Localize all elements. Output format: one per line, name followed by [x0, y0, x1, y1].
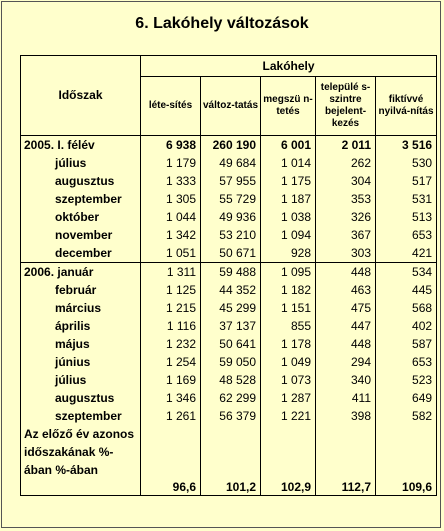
cell-value: 49 936: [201, 208, 261, 226]
table-row: [21, 226, 437, 244]
summary-value: 112,7: [316, 425, 376, 496]
cell-value: 49 684: [201, 154, 261, 172]
cell-value: 260 190: [201, 136, 261, 155]
cell-value: 1 261: [141, 407, 201, 425]
cell-value: 1 095: [261, 263, 316, 282]
column-header: települé s-szintre bejelent-kezés: [316, 77, 376, 136]
cell-value: 1 232: [141, 335, 201, 353]
cell-value: 6 001: [261, 136, 316, 155]
row-label: november: [21, 226, 141, 244]
cell-value: 1 187: [261, 190, 316, 208]
cell-value: 1 038: [261, 208, 316, 226]
lakohely-table: [20, 55, 437, 496]
table-row: [21, 263, 437, 282]
row-label: július: [21, 154, 141, 172]
summary-value: 109,6: [376, 425, 437, 496]
cell-value: 1 151: [261, 299, 316, 317]
cell-value: 62 299: [201, 389, 261, 407]
cell-value: 44 352: [201, 281, 261, 299]
cell-value: 326: [316, 208, 376, 226]
table-row: [21, 190, 437, 208]
cell-value: 568: [376, 299, 437, 317]
table-row: [21, 371, 437, 389]
cell-value: 1 221: [261, 407, 316, 425]
row-label: szeptember: [21, 190, 141, 208]
column-header: változ-tatás: [201, 77, 261, 136]
cell-value: 37 137: [201, 317, 261, 335]
cell-value: 1 179: [141, 154, 201, 172]
table-row: [21, 353, 437, 371]
cell-value: 59 050: [201, 353, 261, 371]
cell-value: 50 641: [201, 335, 261, 353]
table-row: [21, 389, 437, 407]
cell-value: 56 379: [201, 407, 261, 425]
cell-value: 294: [316, 353, 376, 371]
cell-value: 398: [316, 407, 376, 425]
table-row: [21, 281, 437, 299]
row-label: május: [21, 335, 141, 353]
table-row: [21, 154, 437, 172]
cell-value: 1 049: [261, 353, 316, 371]
cell-value: 447: [316, 317, 376, 335]
cell-value: 57 955: [201, 172, 261, 190]
cell-value: 1 175: [261, 172, 316, 190]
cell-value: 303: [316, 244, 376, 263]
summary-value: 101,2: [201, 425, 261, 496]
cell-value: 587: [376, 335, 437, 353]
cell-value: 1 073: [261, 371, 316, 389]
summary-label: Az előző év azonos időszakának %-ában %-ában: [21, 425, 141, 496]
cell-value: 353: [316, 190, 376, 208]
cell-value: 653: [376, 226, 437, 244]
cell-value: 531: [376, 190, 437, 208]
table-row: [21, 407, 437, 425]
cell-value: 1 305: [141, 190, 201, 208]
cell-value: 3 516: [376, 136, 437, 155]
table-row: [21, 172, 437, 190]
cell-value: 402: [376, 317, 437, 335]
cell-value: 534: [376, 263, 437, 282]
cell-value: 262: [316, 154, 376, 172]
cell-value: 1 215: [141, 299, 201, 317]
cell-value: 340: [316, 371, 376, 389]
row-label: 2006. január: [21, 263, 141, 282]
row-label: 2005. I. félév: [21, 136, 141, 155]
cell-value: 411: [316, 389, 376, 407]
cell-value: 1 342: [141, 226, 201, 244]
cell-value: 2 011: [316, 136, 376, 155]
row-label: július: [21, 371, 141, 389]
table-row: [21, 335, 437, 353]
row-label: augusztus: [21, 172, 141, 190]
column-header: fiktívvé nyilvá-nítás: [376, 77, 437, 136]
row-label: augusztus: [21, 389, 141, 407]
cell-value: 1 125: [141, 281, 201, 299]
row-label: február: [21, 281, 141, 299]
cell-value: 582: [376, 407, 437, 425]
cell-value: 1 333: [141, 172, 201, 190]
cell-value: 649: [376, 389, 437, 407]
cell-value: 1 169: [141, 371, 201, 389]
row-label: szeptember: [21, 407, 141, 425]
cell-value: 6 938: [141, 136, 201, 155]
row-label: április: [21, 317, 141, 335]
row-label: december: [21, 244, 141, 263]
period-header: Időszak: [21, 56, 141, 136]
column-header: megszü n-tetés: [261, 77, 316, 136]
cell-value: 517: [376, 172, 437, 190]
cell-value: 1 182: [261, 281, 316, 299]
cell-value: 513: [376, 208, 437, 226]
cell-value: 1 287: [261, 389, 316, 407]
cell-value: 523: [376, 371, 437, 389]
table-row: [21, 136, 437, 155]
summary-value: 102,9: [261, 425, 316, 496]
group-header: Lakóhely: [141, 56, 437, 77]
cell-value: 1 254: [141, 353, 201, 371]
summary-value: 96,6: [141, 425, 201, 496]
table-row: [21, 208, 437, 226]
cell-value: 855: [261, 317, 316, 335]
cell-value: 1 094: [261, 226, 316, 244]
cell-value: 1 311: [141, 263, 201, 282]
cell-value: 1 044: [141, 208, 201, 226]
cell-value: 530: [376, 154, 437, 172]
table-row: [21, 317, 437, 335]
row-label: június: [21, 353, 141, 371]
table-row: [21, 299, 437, 317]
cell-value: 1 346: [141, 389, 201, 407]
cell-value: 53 210: [201, 226, 261, 244]
page-title: 6. Lakóhely változások: [135, 15, 309, 32]
cell-value: 1 014: [261, 154, 316, 172]
cell-value: 48 528: [201, 371, 261, 389]
cell-value: 1 178: [261, 335, 316, 353]
row-label: október: [21, 208, 141, 226]
cell-value: 421: [376, 244, 437, 263]
cell-value: 1 051: [141, 244, 201, 263]
cell-value: 304: [316, 172, 376, 190]
cell-value: 928: [261, 244, 316, 263]
cell-value: 55 729: [201, 190, 261, 208]
cell-value: 45 299: [201, 299, 261, 317]
table-row: [21, 244, 437, 263]
cell-value: 1 116: [141, 317, 201, 335]
cell-value: 448: [316, 263, 376, 282]
column-header: léte-sítés: [141, 77, 201, 136]
cell-value: 463: [316, 281, 376, 299]
cell-value: 475: [316, 299, 376, 317]
cell-value: 50 671: [201, 244, 261, 263]
cell-value: 653: [376, 353, 437, 371]
cell-value: 445: [376, 281, 437, 299]
row-label: március: [21, 299, 141, 317]
cell-value: 59 488: [201, 263, 261, 282]
cell-value: 448: [316, 335, 376, 353]
cell-value: 367: [316, 226, 376, 244]
